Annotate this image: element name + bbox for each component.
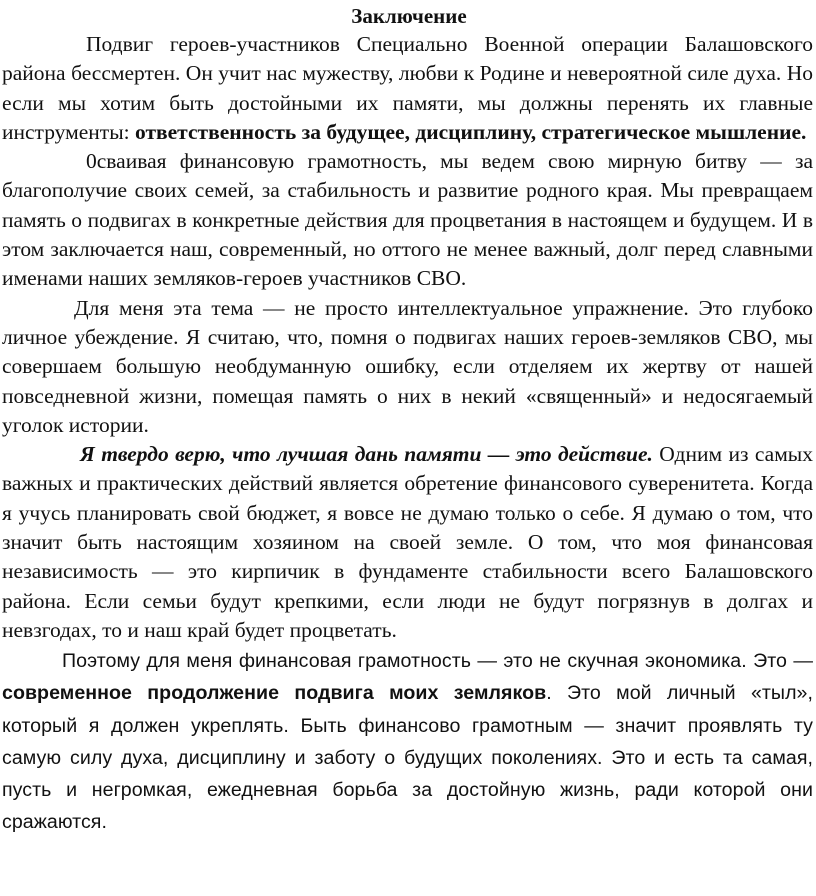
paragraph-1-text: Подвиг героев-участников Специально Военной операции Балашовского района бессмертен. Он учит нас мужеству, любви к Родине и невероятной силе духа. Но если мы хотим быть достойными их памяти, мы должны перенять их главные инструменты: — [2, 32, 813, 144]
paragraph-4-bold-italic: Я твердо верю, что лучшая дань памяти — это действие. — [80, 442, 653, 467]
paragraph-3 — [2, 294, 813, 440]
paragraph-2-text: 0сваивая финансовую грамотность, мы ведем свою мирную битву — за благополучие своих семей, за стабильность и развитие родного края. Мы превращаем память о подвигах в конкретные действия для процветания в настоящем и будущем. И в этом заключается наш, современный, но оттого не менее важный, долг перед славными именами наших земляков-героев участников СВО. — [2, 149, 813, 291]
paragraph-5-bold: современное продолжение подвига моих земляков — [2, 682, 547, 705]
paragraph-5-text-before: Поэтому для меня финансовая грамотность — это не скучная экономика. Это — — [62, 650, 813, 673]
paragraph-2 — [2, 147, 813, 293]
paragraph-5 — [2, 645, 813, 838]
paragraph-5-text-after: . Это мой личный «тыл», который я должен укреплять. Быть финансово грамотным — значит проявлять ту самую силу духа, дисциплину и заботу о будущих поколениях. Это и есть та самая, пусть и негромкая, ежедневная борьба за достойную жизнь, ради которой они сражаются. — [2, 682, 813, 834]
paragraph-3-text: Для меня эта тема — не просто интеллектуальное упражнение. Это глубоко личное убеждение. Я считаю, что, помня о подвигах наших героев-земляков СВО, мы совершаем большую необдуманную ошибку, если отделяем их жертву от нашей повседневной жизни, помещая память о них в некий «священный» и недосягаемый уголок истории. — [2, 295, 813, 437]
paragraph-1 — [2, 30, 813, 147]
paragraph-4-text: Одним из самых важных и практических действий является обретение финансового суверенитета. Когда я учусь планировать свой бюджет, я вовсе не думаю только о себе. Я думаю о том, что значит быть настоящим хозяином на своей земле. О том, что моя финансовая независимость — это кирпичик в фундаменте стабильности всего Балашовского района. Если семьи будут крепкими, если люди не будут погрязнув в долгах и невзгодах, то и наш край будет процветать. — [2, 442, 813, 642]
paragraph-4 — [2, 440, 813, 645]
paragraph-1-bold: ответственность за будущее, дисциплину, стратегическое мышление. — [135, 119, 807, 144]
document-title: Заключение — [351, 4, 467, 28]
